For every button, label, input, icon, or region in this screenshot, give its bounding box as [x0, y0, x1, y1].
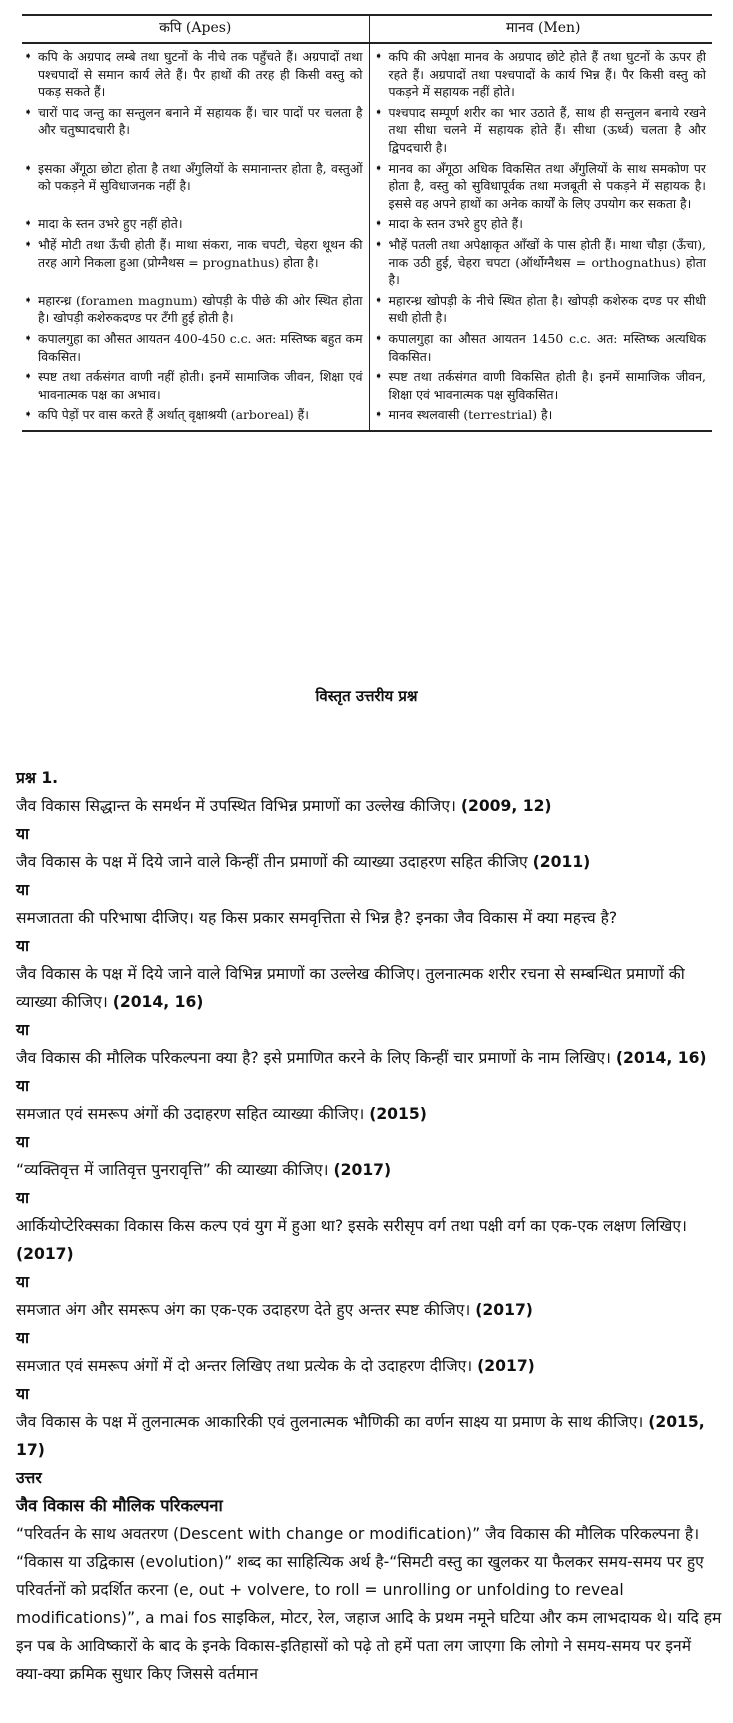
- men-cell: [369, 104, 712, 160]
- apes-cell-text: इसका अँगूठा छोटा होता है तथा अँगुलियों के समानान्तर होता है, वस्तुओं को पकड़ने में सुविधाजनक नहीं है।: [38, 160, 363, 194]
- men-cell: [369, 368, 712, 406]
- question-years: (2017): [16, 1245, 74, 1263]
- table-row: [22, 215, 712, 236]
- apes-cell-text: चारों पाद जन्तु का सन्तुलन बनाने में सहायक हैं। चार पादों पर चलता है और चतुष्पादचारी है।: [38, 104, 363, 138]
- question-item: [16, 1352, 722, 1380]
- apes-cell: [22, 406, 369, 431]
- bullet-arrow-icon: ➧: [374, 162, 383, 174]
- men-cell-text: कपालगुहा का औसत आयतन 1450 c.c. अत: मस्तिष्क अत्यधिक विकसित।: [388, 330, 706, 364]
- question-text: जैव विकास की मौलिक परिकल्पना क्या है? इसे प्रमाणित करने के लिए किन्हीं चार प्रमाणों के नाम लिखिए।: [16, 1049, 611, 1067]
- or-separator: या: [16, 825, 30, 843]
- apes-cell: [22, 292, 369, 330]
- bullet-arrow-icon: ➧: [374, 218, 383, 230]
- apes-column-header: कपि (Apes): [22, 15, 369, 43]
- question-text: जैव विकास सिद्धान्त के समर्थन में उपस्थित विभिन्न प्रमाणों का उल्लेख कीजिए।: [16, 797, 456, 815]
- apes-cell-text: स्पष्ट तथा तर्कसंगत वाणी नहीं होती। इनमें सामाजिक जीवन, शिक्षा एवं भावनात्मक पक्ष का अभाव।: [38, 369, 363, 402]
- apes-cell-text: महारन्ध्र (foramen magnum) खोपड़ी के पीछे की ओर स्थित होता है। खोपड़ी कशेरुकदण्ड पर टँगी हुई होती है।: [38, 292, 363, 326]
- section-title: विस्तृत उत्तरीय प्रश्न: [315, 687, 418, 705]
- answer-paragraph: “परिवर्तन के साथ अवतरण (Descent with change or modification)” जैव विकास की मौलिक परिकल्पना है। “विकास या उद्विकास (evolution)” शब्द का साहित्यिक अर्थ है-“सिमटी वस्तु का खुलकर या फैलकर समय-समय पर हुए परिवर्तनों को प्रदर्शित करना (e, out + volvere, to roll = unrolling or unfolding to reveal modifications)”, a mai fos साइकिल, मोटर, रेल, जहाज आदि के प्रथम नमूने घटिया और कम लाभदायक थे। यदि हम इन पब के आविष्कारों के बाद के इनके विकास-इतिहासों को पढ़े तो हमें पता लग जाएगा कि लोगो ने समय-समय पर इनमें क्या-क्या क्रमिक सुधार किए जिससे वर्तमान: [16, 1525, 722, 1683]
- question-years: (2017): [475, 1301, 533, 1319]
- question-text: समजात अंग और समरूप अंग का एक-एक उदाहरण देते हुए अन्तर स्पष्ट कीजिए।: [16, 1301, 471, 1319]
- men-cell-text: मानव स्थलवासी (terrestrial) है।: [388, 407, 553, 423]
- question-item: [16, 792, 722, 820]
- question-text: जैव विकास के पक्ष में तुलनात्मक आकारिकी एवं तुलनात्मक भौणिकी का वर्णन साक्ष्य या प्रमाण के साथ कीजिए।: [16, 1413, 644, 1431]
- men-column-header: मानव (Men): [369, 15, 712, 43]
- question-years: (2015): [369, 1105, 427, 1123]
- men-cell-text: स्पष्ट तथा तर्कसंगत वाणी विकसित होती है। इनमें सामाजिक जीवन, शिक्षा एवं भावनात्मक पक्ष सुविकसित।: [388, 369, 706, 402]
- question-text: समजातता की परिभाषा दीजिए। यह किस प्रकार समवृत्तिता से भिन्न है? इनका जैव विकास में क्या महत्त्व है?: [16, 909, 618, 927]
- question-item: [16, 1212, 722, 1268]
- men-cell-text: मादा के स्तन उभरे हुए होते हैं।: [388, 216, 523, 232]
- apes-cell-text: कपि पेड़ों पर वास करते हैं अर्थात् वृक्षाश्रयी (arboreal) हैं।: [38, 407, 309, 423]
- question-item: [16, 1044, 722, 1072]
- question-item: [16, 1156, 722, 1184]
- or-separator: या: [16, 1189, 30, 1207]
- apes-cell-text: मादा के स्तन उभरे हुए नहीं होते।: [38, 216, 183, 232]
- question-text: जैव विकास के पक्ष में दिये जाने वाले विभिन्न प्रमाणों का उल्लेख कीजिए। तुलनात्मक शरीर रचना से सम्बन्धित प्रमाणों की व्याख्या कीजिए।: [16, 965, 685, 1011]
- table-row: [22, 160, 712, 216]
- question-label: प्रश्न 1.: [16, 769, 59, 787]
- question-text: “व्यक्तिवृत्त में जातिवृत्त पुनरावृत्ति” की व्याख्या कीजिए।: [16, 1161, 329, 1179]
- table-row: [22, 236, 712, 292]
- table-row: [22, 330, 712, 368]
- bullet-arrow-icon: ➧: [374, 332, 383, 344]
- men-cell: [369, 406, 712, 431]
- bullet-arrow-icon: ➧: [24, 238, 33, 250]
- or-separator: या: [16, 1133, 30, 1151]
- bullet-arrow-icon: ➧: [374, 409, 383, 421]
- table-row: [22, 406, 712, 431]
- men-cell-text: कपि की अपेक्षा मानव के अग्रपाद छोटे होते हैं तथा घुटनों के ऊपर ही रहते हैं। अग्रपादों तथा पश्चपादों के कार्य भिन्न हैं। पैर किसी वस्तु को पकड़ने में सहायक नहीं होते।: [388, 49, 706, 100]
- apes-cell: [22, 368, 369, 406]
- men-cell: [369, 160, 712, 216]
- question-item: [16, 1408, 722, 1464]
- question-item: [16, 1100, 722, 1128]
- bullet-arrow-icon: ➧: [374, 51, 383, 62]
- table-row: [22, 368, 712, 406]
- apes-vs-men-table: [22, 14, 712, 432]
- or-separator: या: [16, 881, 30, 899]
- question-item: [16, 960, 722, 1016]
- apes-cell: [22, 330, 369, 368]
- bullet-arrow-icon: ➧: [24, 51, 33, 62]
- question-list: [16, 792, 722, 1464]
- question-item: [16, 904, 722, 932]
- answer-label: उत्तर: [16, 1469, 42, 1487]
- question-answer-section: [16, 764, 722, 1688]
- men-cell: [369, 292, 712, 330]
- or-separator: या: [16, 1329, 30, 1347]
- men-cell: [369, 43, 712, 104]
- apes-cell: [22, 236, 369, 292]
- question-text: आर्कियोप्टेरिक्सका विकास किस कल्प एवं युग में हुआ था? इसके सरीसृप वर्ग तथा पक्षी वर्ग का एक-एक लक्षण लिखिए।: [16, 1217, 687, 1235]
- apes-cell-text: भौहें मोटी तथा ऊँची होती हैं। माथा संकरा, नाक चपटी, चेहरा थूथन की तरह आगे निकला हुआ (प्रोग्नैथस = prognathus) होता है।: [38, 236, 363, 270]
- table-row: [22, 104, 712, 160]
- question-text: समजात एवं समरूप अंगों की उदाहरण सहित व्याख्या कीजिए।: [16, 1105, 365, 1123]
- or-separator: या: [16, 1021, 30, 1039]
- bullet-arrow-icon: ➧: [374, 371, 383, 383]
- men-cell-text: भौहें पतली तथा अपेक्षाकृत आँखों के पास होती हैं। माथा चौड़ा (ऊँचा), नाक उठी हुई, चेहरा चपटा (ऑर्थोग्नैथस = orthognathus) होता है।: [388, 236, 706, 288]
- apes-cell: [22, 215, 369, 236]
- question-years: (2017): [477, 1357, 535, 1375]
- question-years: (2011): [532, 853, 591, 871]
- apes-cell: [22, 43, 369, 104]
- question-text: समजात एवं समरूप अंगों में दो अन्तर लिखिए तथा प्रत्येक के दो उदाहरण दीजिए।: [16, 1357, 473, 1375]
- question-years: (2014, 16): [615, 1049, 707, 1067]
- bullet-arrow-icon: ➧: [24, 332, 33, 344]
- question-years: (2009, 12): [460, 797, 552, 815]
- question-item: [16, 848, 722, 876]
- bullet-arrow-icon: ➧: [374, 106, 383, 118]
- men-cell-text: महारन्ध्र खोपड़ी के नीचे स्थित होता है। खोपड़ी कशेरुक दण्ड पर सीधी सधी होती है।: [388, 292, 706, 326]
- or-separator: या: [16, 937, 30, 955]
- men-cell-text: मानव का अँगूठा अधिक विकसित तथा अँगुलियों के साथ समकोण पर होता है, वस्तु को सुविधापूर्वक तथा मजबूती से पकड़ने में सहायक है। इससे वह अपने हाथों का अनेक कार्यों के लिए उपयोग कर सकता है।: [388, 160, 706, 211]
- or-separator: या: [16, 1385, 30, 1403]
- question-years: (2017): [333, 1161, 392, 1179]
- apes-cell-text: कपालगुहा का औसत आयतन 400-450 c.c. अत: मस्तिष्क बहुत कम विकसित।: [38, 330, 363, 364]
- men-cell: [369, 215, 712, 236]
- or-separator: या: [16, 1077, 30, 1095]
- or-separator: या: [16, 1273, 30, 1291]
- question-years: (2015, 17): [16, 1413, 705, 1459]
- bullet-arrow-icon: ➧: [374, 294, 383, 306]
- bullet-arrow-icon: ➧: [24, 162, 33, 174]
- bullet-arrow-icon: ➧: [24, 371, 33, 383]
- men-cell-text: पश्चपाद सम्पूर्ण शरीर का भार उठाते हैं, साथ ही सन्तुलन बनाये रखने तथा सीधा चलने में सहायक होते हैं। सीधा (ऊर्ध्व) चलता है और द्विपदचारी है।: [388, 104, 706, 155]
- men-cell: [369, 236, 712, 292]
- bullet-arrow-icon: ➧: [24, 294, 33, 306]
- table-row: [22, 43, 712, 104]
- question-years: (2014, 16): [112, 993, 204, 1011]
- bullet-arrow-icon: ➧: [24, 218, 33, 230]
- men-cell: [369, 330, 712, 368]
- question-text: जैव विकास के पक्ष में दिये जाने वाले किन्हीं तीन प्रमाणों की व्याख्या उदाहरण सहित कीजिए: [16, 853, 528, 871]
- bullet-arrow-icon: ➧: [24, 409, 33, 421]
- apes-cell: [22, 104, 369, 160]
- table-row: [22, 292, 712, 330]
- apes-cell: [22, 160, 369, 216]
- question-item: [16, 1296, 722, 1324]
- table-header-row: [22, 15, 712, 43]
- answer-heading: जैव विकास की मौलिक परिकल्पना: [16, 1496, 223, 1515]
- bullet-arrow-icon: ➧: [24, 106, 33, 118]
- table-body: [22, 43, 712, 431]
- apes-cell-text: कपि के अग्रपाद लम्बे तथा घुटनों के नीचे तक पहुँचते हैं। अग्रपादों तथा पश्चपादों से समान कार्य लेते हैं। पैर हाथों की तरह ही किसी वस्तु को पकड़ सकते हैं।: [38, 49, 363, 100]
- bullet-arrow-icon: ➧: [374, 238, 383, 250]
